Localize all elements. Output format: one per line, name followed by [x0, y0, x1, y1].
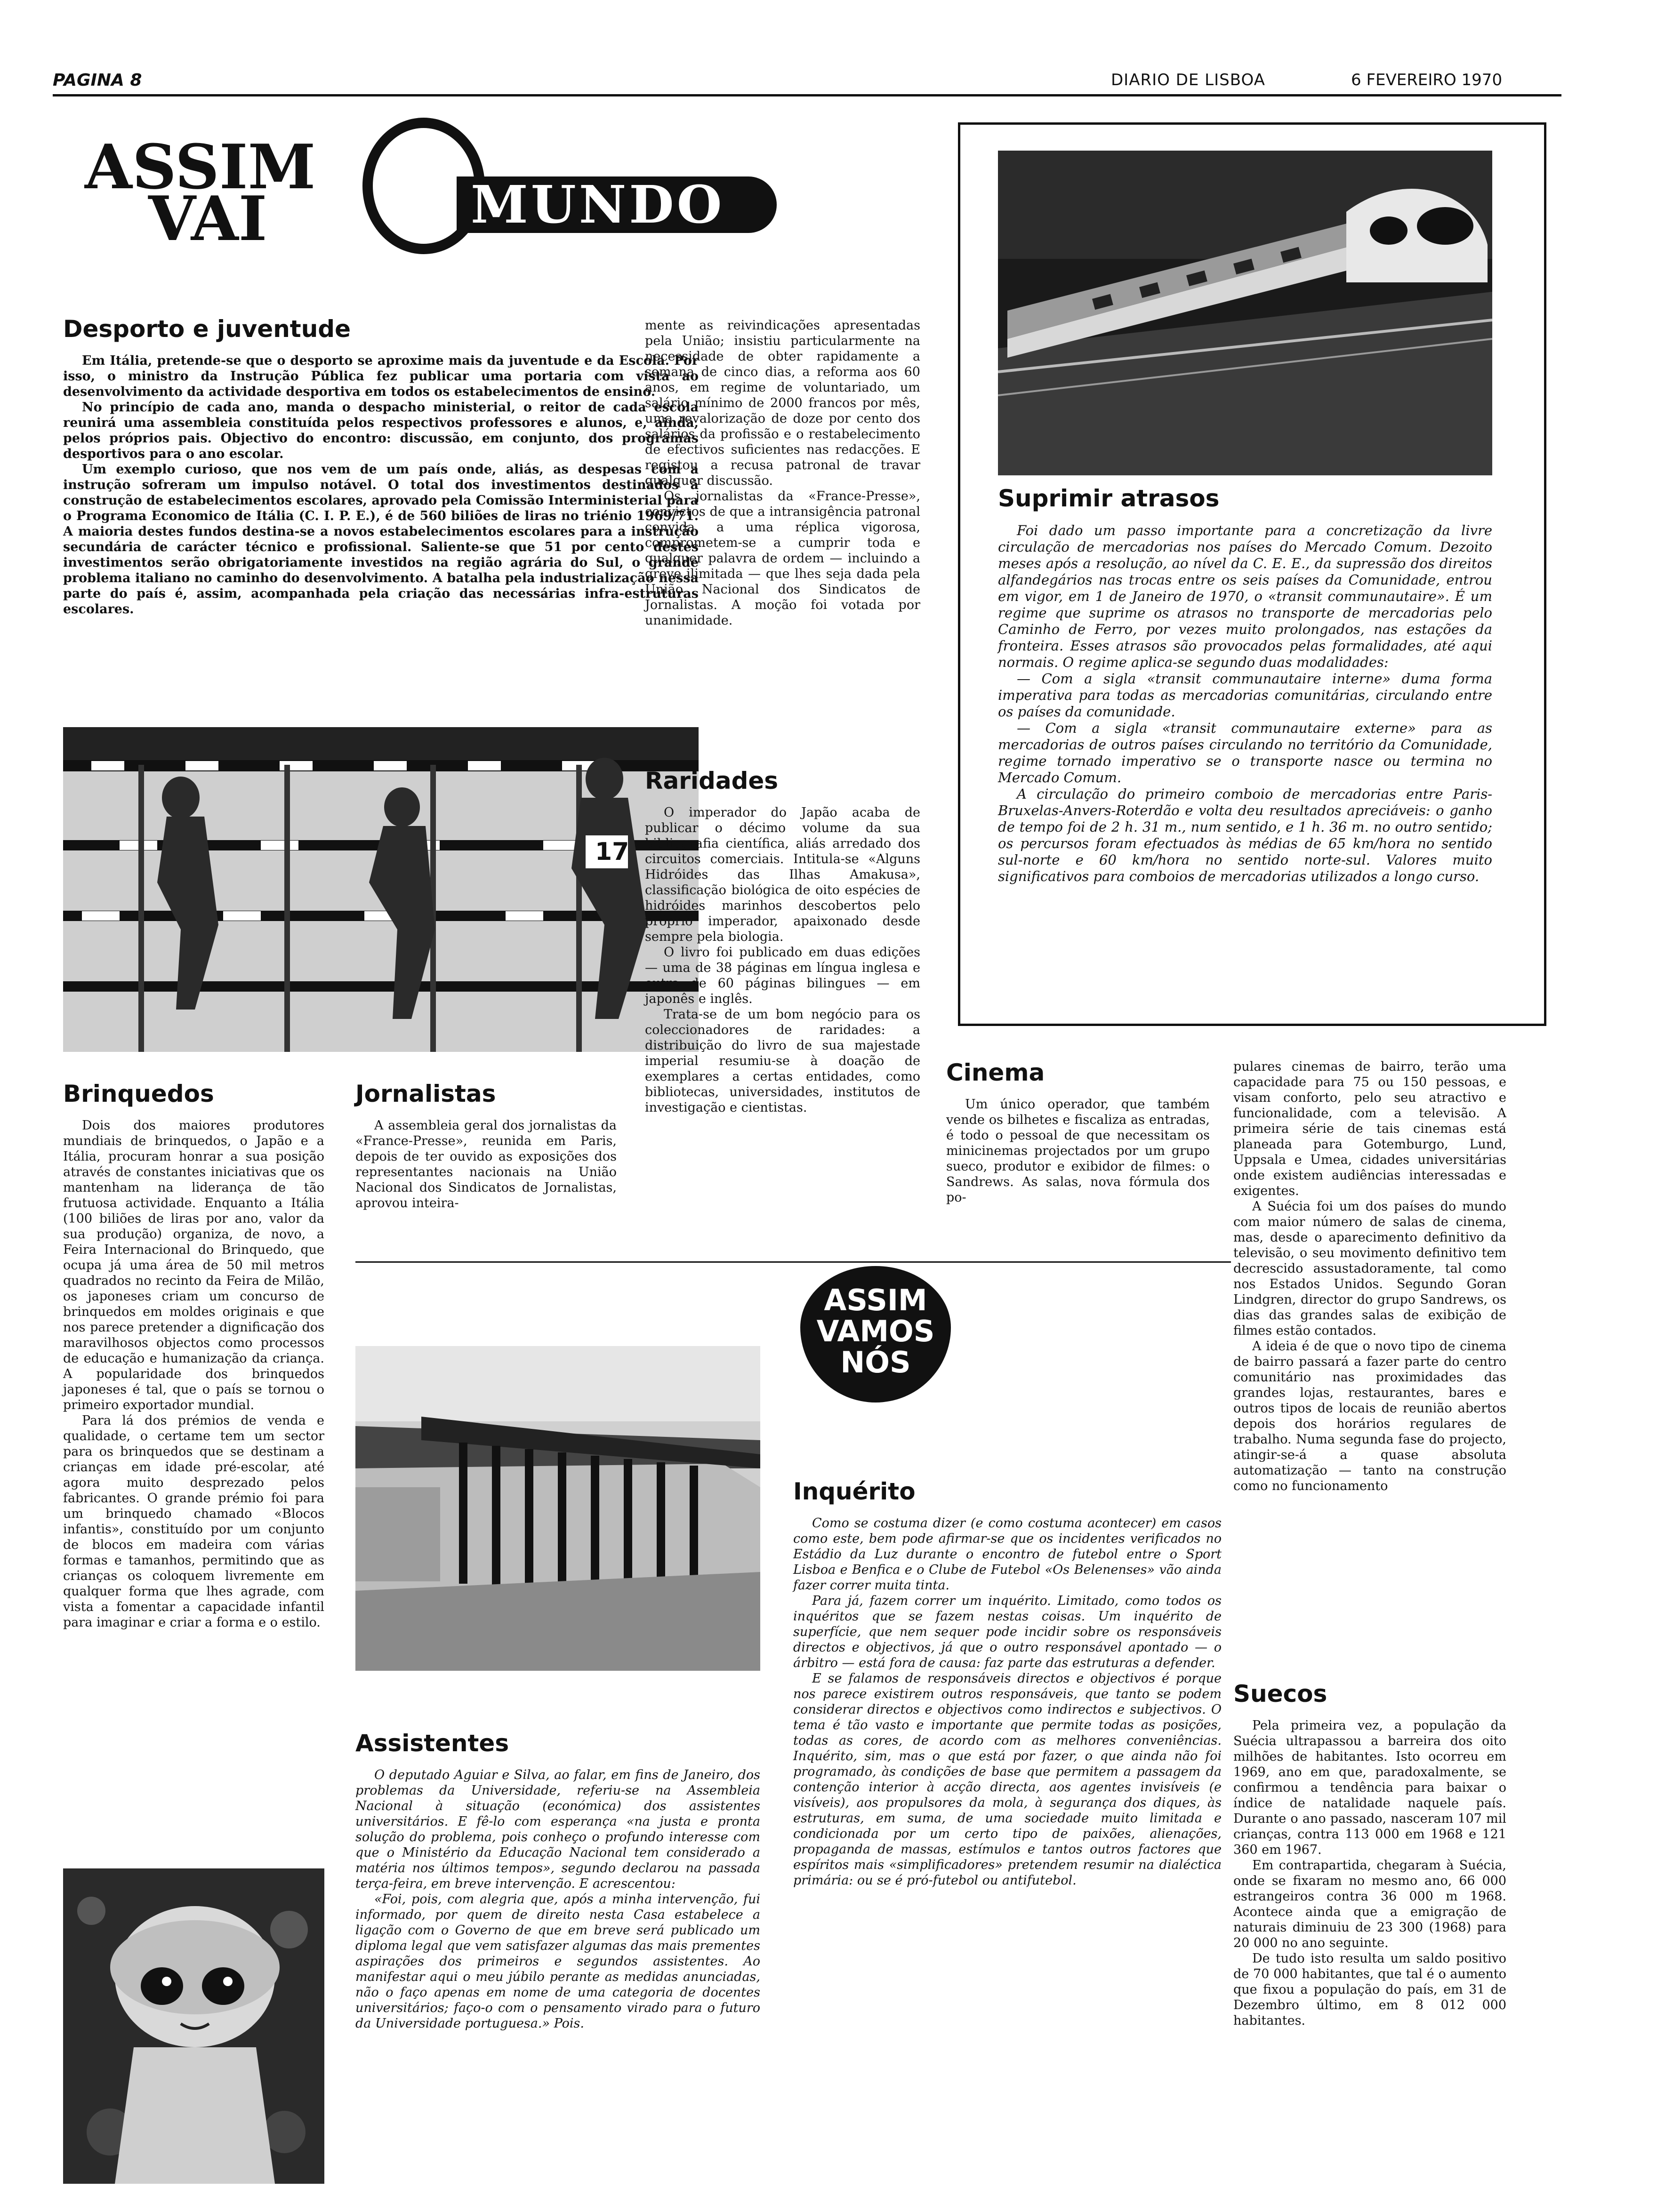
cinema-title: Cinema: [946, 1059, 1045, 1086]
header-rule: [53, 94, 1561, 96]
suprimir-p1: Foi dado um passo importante para a concretização da livre circulação de mercadorias nos países do Mercado Comum. Dezoito meses após a resolução, ao nível da C. E. E., da supressão dos direitos alfandegários nas trocas entre os seis países da Comunidade, entrou em vigor, em 1 de Janeiro de 1970, o «transit communautaire». É um regime que suprime os atrasos no transporte de mercadorias pelo Caminho de Ferro, por vezes muito prolongados, nas estações da fronteira. Esses atrasos são provocados pelas formalidades, até aqui normais. O regime aplica-se segundo duas modalidades:: [998, 522, 1492, 670]
train-photo: [998, 151, 1492, 475]
jornalistas-p1: A assembleia geral dos jornalistas da «France-Presse», reunida em Paris, depois de ter ouvido as exposições dos representantes nacionais na União Nacional dos Sindicatos de Jornalistas, aprovou inteira-: [355, 1118, 617, 1210]
logo-mundo: MUNDO: [471, 174, 725, 235]
desporto-p1: Em Itália, pretende-se que o desporto se aproxime mais da juventude e da Escola. Por isso, o ministro da Instrução Pública fez publicar uma portaria com vista ao desenvolvimento da actividade desportiva em todos os estabelecimentos de ensino.: [63, 353, 699, 399]
logo-vai: VAI: [148, 183, 267, 255]
suprimir-title: Suprimir atrasos: [998, 485, 1220, 512]
avn-line3: NÓS: [840, 1345, 911, 1379]
desporto-p2: No princípio de cada ano, manda o despacho ministerial, o reitor de cada escola reunirá uma assembleia constituída pelos respectivos professores e alunos, e, ainda, pelos próprios pais. Objectivo do encontro: discussão, em conjunto, dos programas desportivos para o ano escolar.: [63, 400, 699, 461]
suecos-p3: De tudo isto resulta um saldo positivo de 70 000 habitantes, que tal é o aumento que fixou a população do país, em 31 de Dezembro último, em 8 012 000 habitantes.: [1233, 1951, 1506, 2028]
jornalistas-body: [355, 1118, 617, 1211]
suecos-title: Suecos: [1233, 1680, 1327, 1707]
assistentes-title: Assistentes: [355, 1730, 509, 1757]
doll-photo-art: [63, 1868, 324, 2184]
jornalistas-title: Jornalistas: [355, 1080, 496, 1107]
inquerito-p1: Como se costuma dizer (e como costuma acontecer) em casos como este, bem pode afirmar-se que os incidentes verificados no Estádio da Luz durante o encontro de futebol entre o Sport Lisboa e Benfica e o Clube de Futebol «Os Belenenses» vão ainda fazer correr muita tinta.: [793, 1516, 1222, 1593]
raridades-p2: O livro foi publicado em duas edições — uma de 38 páginas em língua inglesa e outra de 60 páginas bilingues — em japonês e inglês.: [645, 945, 920, 1006]
suprimir-p2: — Com a sigla «transit communautaire interne» duma forma imperativa para todas as mercadorias comunitárias, circulando entre os países da comunidade.: [998, 671, 1492, 720]
cinema-body: [946, 1097, 1210, 1205]
raridades-p1: O imperador do Japão acaba de publicar o décimo volume da sua bibliografia científica, aliás arredado dos circuitos comerciais. Intitula-se «Alguns Hidróides das Ilhas Amakusa», classificação biológica de oito espécies de hidróides marinhos descobertos pelo próprio imperador, apaixonado desde sempre pela biologia.: [645, 805, 920, 944]
inquerito-p3: E se falamos de responsáveis directos e objectivos é porque nos parece existirem outros responsáveis, que tanto se podem considerar directos e objectivos como indirectos e subjectivos. O tema é tão vasto e importante que permite todas as posições, todas as cores, de acordo com as melhores conveniências. Inquérito, sim, mas o que está por fazer, o que ainda não foi programado, às condições de base que permitem a passagem da contenção interior à acção directa, aos agentes invisíveis (e visíveis), aos propulsores da mola, à segurança dos diques, às estruturas, em suma, de uma sociedade muito limitada e condicionada por um certo tipo de paixões, alienações, propaganda de massas, estímulos e tantos outros factores que espíritos mais «simplificadores» pretendem resumir na dialéctica primária: ou se é pró-futebol ou antifutebol.: [793, 1671, 1222, 1888]
cinema-cont-p2: A Suécia foi um dos países do mundo com maior número de salas de cinema, mas, desde o aparecimento definitivo da televisão, o seu movimento definitivo tem decrescido assustadoramente, tal como nos Estados Unidos. Segundo Goran Lindgren, director do grupo Sandrews, os dias das grandes salas de exibição de filmes estão contados.: [1233, 1199, 1506, 1338]
jornalistas-cont-body: [645, 318, 920, 628]
inquerito-p2: Para já, fazem correr um inquérito. Limitado, como todos os inquéritos que se fazem nestas coisas. Um inquérito de superfície, que nem sequer pode incidir sobre os responsáveis directos e objectivos, já que o outro responsável apontado — o árbitro — está fora de causa: faz parte das estruturas a defender.: [793, 1594, 1222, 1670]
assistentes-p2: «Foi, pois, com alegria que, após a minha intervenção, fui informado, por quem de direito nesta Casa estabelece a ligação com o Governo de que em breve será publicado um diploma legal que vem satisfazer algumas das mais prementes aspirações dos primeiros e segundos assistentes. Ao manifestar aqui o meu júbilo perante as medidas anunciadas, não o faço apenas em nome de uma categoria de docentes universitários; faço-o com o pensamento virado para o futuro da Universidade portuguesa.» Pois.: [355, 1892, 760, 2031]
desporto-p3: Um exemplo curioso, que nos vem de um país onde, aliás, as despesas com a instrução sofreram um impulso notável. O total dos investimentos destinados à construção de estabelecimentos escolares, aprovado pela Comissão Interministerial para o Programa Economico de Itália (C. I. P. E.), é de 560 biliões de liras no triénio 1969/71. A maioria destes fundos destina-se a novos estabelecimentos escolares para a instrução secundária de carácter técnico e profissional. Saliente-se que 51 por cento destes investimentos serão obrigatoriamente investidos na região agrária do Sul, o grande problema italiano no caminho do desenvolvimento. A batalha pela industrialização nessa parte do país é, assim, acompanhada pela criação das necessárias infra-estruturas escolares.: [63, 462, 699, 617]
brinquedos-p1: Dois dos maiores produtores mundiais de brinquedos, o Japão e a Itália, procuram honrar a sua posição através de constantes iniciativas que os mantenham na liderança de tão frutuosa actividade. Enquanto a Itália (100 biliões de liras por ano, valor da sua produção) organiza, de novo, a Feira Internacional do Brinquedo, que ocupa já uma área de 50 mil metros quadrados no recinto da Feira de Milão, os japoneses criam um concurso de brinquedos em moldes originais e que nos parece pretender a dignificação dos maravilhosos objectos como processos de educação e humanização da criança. A popularidade dos brinquedos japoneses é tal, que o país se tornou o primeiro exportador mundial.: [63, 1118, 324, 1412]
section-divider: [355, 1261, 1231, 1263]
suecos-body: [1233, 1718, 1506, 2028]
jornalistas-cont-p2: Os jornalistas da «France-Presse», convictos de que a intransigência patronal convida a uma réplica vigorosa, comprometem-se a cumprir toda e qualquer palavra de ordem — incluindo a greve ilimitada — que lhes seja dada pela União Nacional dos Sindicatos de Jornalistas. A moção foi votada por unanimidade.: [645, 489, 920, 628]
suprimir-body: [998, 522, 1492, 885]
assim-vamos-nos-logo: [800, 1266, 951, 1403]
train-photo-art: [998, 151, 1492, 475]
suprimir-p3: — Com a sigla «transit communautaire externe» para as mercadorias de outros países circulando no território da Comunidade, regime tornado imperativo se o transporte nasce ou termina no Mercado Comum.: [998, 720, 1492, 785]
doll-photo: [63, 1868, 324, 2184]
athlete-bib-number: 17: [595, 838, 629, 866]
cinema-cont-p1: pulares cinemas de bairro, terão uma capacidade para 75 ou 150 pessoas, e visam conforto, pelo seu atractivo e funcionalidade, com a televisão. A primeira série de tais cinemas está planeada para Gotemburgo, Lund, Uppsala e Umea, cidades universitárias onde existem audiências interessadas e exigentes.: [1233, 1059, 1506, 1198]
hurdles-photo: [63, 727, 699, 1052]
desporto-title: Desporto e juventude: [63, 315, 351, 343]
raridades-p3: Trata-se de um bom negócio para os coleccionadores de raridades: a distribuição do livro de sua majestade imperial resumiu-se à doação de exemplares a certas entidades, como bibliotecas, universidades, institutos de investigação e cientistas.: [645, 1007, 920, 1115]
raridades-title: Raridades: [645, 767, 779, 794]
brinquedos-p2: Para lá dos prémios de venda e qualidade, o certame tem um sector para os brinquedos que se destinam a crianças em idade pré-escolar, até agora muito desprezado pelos fabricantes. O grande prémio foi para um brinquedo chamado «Blocos infantis», constituído por um conjunto de blocos em madeira com várias formas e tamanhos, permitindo que as crianças os coloquem livremente em qualquer forma que lhes agrade, com vista a fomentar a capacidade infantil para imaginar e criar a forma e o estilo.: [63, 1413, 324, 1630]
building-photo: [355, 1346, 760, 1671]
hurdles-photo-art: [63, 727, 699, 1052]
page-label: PAGINA 8: [53, 71, 142, 90]
brinquedos-body: [63, 1118, 324, 1630]
suprimir-p4: A circulação do primeiro comboio de mercadorias entre Paris-Bruxelas-Anvers-Roterdão e volta deu resultados apreciáveis: o ganho de tempo foi de 2 h. 31 m., num sentido, e 1 h. 36 m. no outro sentido; os percursos foram efectuados às médias de 65 km/hora no sentido sul-norte e 60 km/hora no sentido norte-sul. Valores muito significativos para comboios de mercadorias utilizados a longo curso.: [998, 786, 1492, 884]
inquerito-body: [793, 1515, 1222, 1888]
assistentes-body: [355, 1767, 760, 2031]
issue-date: 6 FEVEREIRO 1970: [1351, 71, 1503, 89]
jornalistas-cont-p1: mente as reivindicações apresentadas pela União; insistiu particularmente na necessidade de obter rapidamente a semana de cinco dias, a reforma aos 60 anos, em regime de voluntariado, um salário mínimo de 2000 francos por mês, uma revalorização de doze por cento dos salários da profissão e o restabelecimento de efectivos suficientes nas redacções. E registou a recusa patronal de travar qualquer discussão.: [645, 318, 920, 488]
desporto-body: [63, 353, 699, 617]
newspaper-name: DIARIO DE LISBOA: [1111, 71, 1265, 89]
section-logo: [71, 118, 800, 264]
suecos-p2: Em contrapartida, chegaram à Suécia, onde se fixaram no mesmo ano, 66 000 estrangeiros contra 36 000 m 1968. Acontece ainda que a emigração de naturais diminuiu de 23 300 (1968) para 20 000 no ano seguinte.: [1233, 1858, 1506, 1950]
brinquedos-title: Brinquedos: [63, 1080, 214, 1107]
building-photo-art: [355, 1346, 760, 1671]
suecos-p1: Pela primeira vez, a população da Suécia ultrapassou a barreira dos oito milhões de habitantes. Isto ocorreu em 1969, ano em que, paradoxalmente, se confirmou a tendência para baixar o índice de natalidade naquele país. Durante o ano passado, nasceram 107 mil crianças, contra 113 000 em 1968 e 121 360 em 1967.: [1233, 1718, 1506, 1857]
avn-line2: VAMOS: [816, 1314, 935, 1348]
inquerito-title: Inquérito: [793, 1478, 916, 1505]
cinema-p1: Um único operador, que também vende os bilhetes e fiscaliza as entradas, é todo o pessoal de que necessitam os minicinemas projectados por um grupo sueco, produtor e exibidor de filmes: o Sandrews. As salas, nova fórmula dos po-: [946, 1097, 1210, 1205]
avn-line1: ASSIM: [824, 1283, 927, 1317]
raridades-body: [645, 805, 920, 1115]
logo-assim: ASSIM: [85, 131, 316, 203]
cinema-cont-p3: A ideia é de que o novo tipo de cinema de bairro passará a fazer parte do centro comunitário nas proximidades das grandes lojas, restaurantes, bares e outros tipos de locais de reunião abertos depois dos horários regulares de trabalho. Numa segunda fase do projecto, atingir-se-á a quase absoluta automatização — tanto na construção como no funcionamento: [1233, 1339, 1506, 1493]
assistentes-p1: O deputado Aguiar e Silva, ao falar, em fins de Janeiro, dos problemas da Universidade, referiu-se na Assembleia Nacional à situação (económica) dos assistentes universitários. E fê-lo com esperança «na justa e pronta solução do problema, pois conheço o profundo interesse com que o Ministério da Educação Nacional tem considerado a matéria nos últimos tempos», segundo declarou na passada terça-feira, em breve intervenção. E acrescentou:: [355, 1768, 760, 1891]
cinema-cont-body: [1233, 1059, 1506, 1494]
